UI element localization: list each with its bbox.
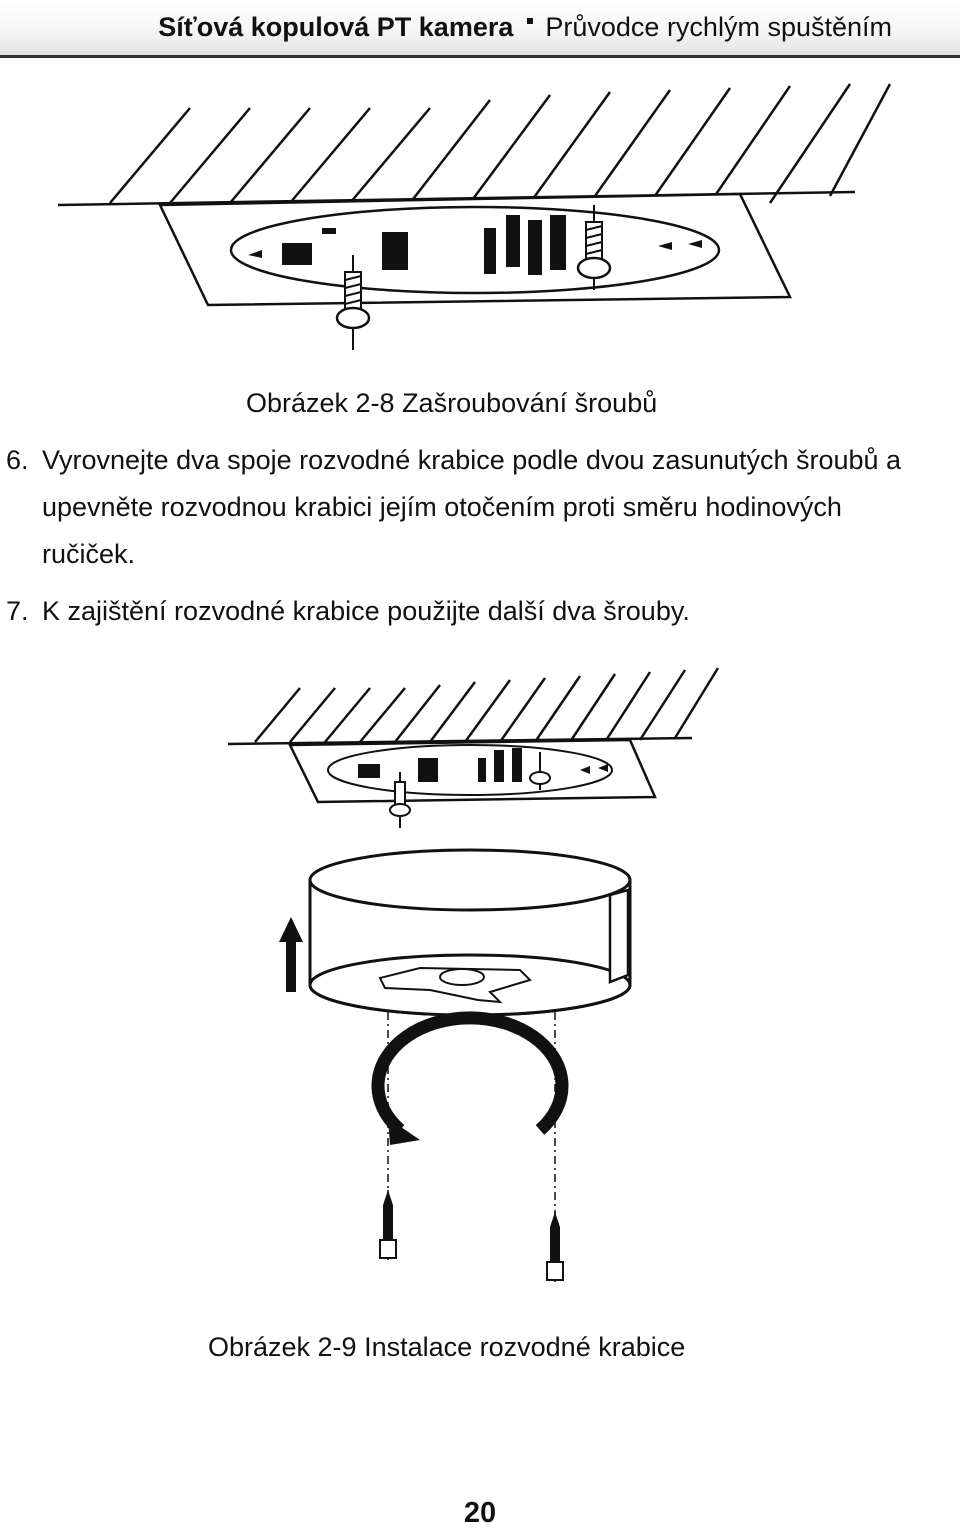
figure-2-8-illustration (0, 70, 960, 360)
rotation-arrow-icon (378, 1018, 562, 1145)
document-subtitle: Průvodce rychlým spuštěním (545, 12, 892, 42)
step-6-number: 6. (6, 445, 29, 475)
step-7-text: K zajištění rozvodné krabice použijte další dva šrouby. (42, 596, 690, 626)
header-text (158, 12, 892, 43)
document-title: Síťová kopulová PT kamera (158, 12, 514, 42)
long-screw-right (547, 1212, 563, 1282)
up-arrow-icon (279, 917, 303, 992)
header-separator (527, 18, 533, 24)
figure-2-9-caption: Obrázek 2-9 Instalace rozvodné krabice (208, 1332, 686, 1362)
mounting-template (160, 194, 790, 305)
step-6-text: Vyrovnejte dva spoje rozvodné krabice podle dvou zasunutých šroubů a upevněte rozvodnou krabici jejím otočením proti směru hodinových ručiček. (42, 445, 902, 569)
step-6 (6, 437, 936, 578)
figure-2-8-caption: Obrázek 2-8 Zašroubování šroubů (246, 388, 658, 418)
page-header (0, 0, 960, 58)
junction-box (310, 850, 630, 1015)
step-7-number: 7. (6, 596, 29, 626)
long-screw-left (380, 1190, 396, 1260)
ceiling-hatch-2 (255, 668, 718, 742)
step-7 (6, 588, 936, 635)
alignment-lines (388, 1012, 555, 1220)
ceiling-hatch (110, 84, 890, 203)
page-number: 20 (463, 1497, 497, 1529)
figure-2-9-illustration (0, 660, 960, 1300)
mounting-template-2 (290, 740, 655, 802)
